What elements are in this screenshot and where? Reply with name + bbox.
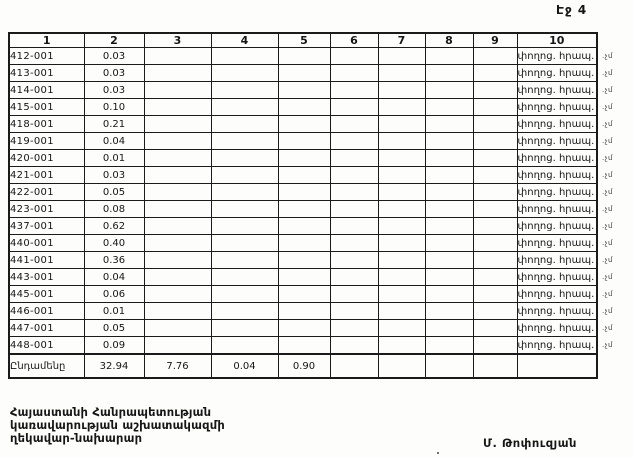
empty-cell bbox=[425, 337, 473, 355]
margin-mark: .չմ bbox=[602, 307, 613, 315]
row-value: 0.05 bbox=[84, 184, 144, 201]
empty-cell bbox=[425, 354, 473, 378]
empty-cell bbox=[211, 99, 278, 116]
empty-cell bbox=[278, 150, 330, 167]
margin-mark: .չմ bbox=[602, 103, 613, 111]
empty-cell bbox=[425, 184, 473, 201]
row-value: 0.06 bbox=[84, 286, 144, 303]
row-note: փողոց. հրապ. bbox=[517, 218, 597, 235]
total-value: 0.04 bbox=[211, 354, 278, 378]
row-note: փողոց. հրապ. bbox=[517, 184, 597, 201]
row-value: 0.03 bbox=[84, 65, 144, 82]
empty-cell bbox=[473, 286, 517, 303]
empty-cell bbox=[330, 167, 378, 184]
empty-cell bbox=[378, 150, 425, 167]
empty-cell bbox=[425, 48, 473, 65]
empty-cell bbox=[473, 320, 517, 337]
empty-cell bbox=[211, 150, 278, 167]
row-note: փողոց. հրապ. bbox=[517, 65, 597, 82]
empty-cell bbox=[144, 218, 211, 235]
empty-cell bbox=[144, 167, 211, 184]
empty-cell bbox=[330, 150, 378, 167]
empty-cell bbox=[278, 65, 330, 82]
table-row bbox=[9, 82, 597, 99]
row-note: փողոց. հրապ. bbox=[517, 337, 597, 355]
empty-cell bbox=[378, 286, 425, 303]
empty-cell bbox=[278, 48, 330, 65]
empty-cell bbox=[473, 133, 517, 150]
margin-mark: .չմ bbox=[602, 171, 613, 179]
row-id: 420-001 bbox=[9, 150, 84, 167]
empty-cell bbox=[278, 337, 330, 355]
empty-cell bbox=[425, 252, 473, 269]
row-note: փողոց. հրապ. bbox=[517, 48, 597, 65]
empty-cell bbox=[211, 252, 278, 269]
empty-cell bbox=[330, 269, 378, 286]
margin-mark: .չմ bbox=[602, 154, 613, 162]
empty-cell bbox=[278, 184, 330, 201]
table-row bbox=[9, 201, 597, 218]
footer-org-block bbox=[10, 406, 225, 445]
empty-cell bbox=[211, 218, 278, 235]
empty-cell bbox=[378, 320, 425, 337]
row-value: 0.40 bbox=[84, 235, 144, 252]
empty-cell bbox=[330, 116, 378, 133]
table-row bbox=[9, 320, 597, 337]
empty-cell bbox=[425, 116, 473, 133]
row-note: փողոց. հրապ. bbox=[517, 286, 597, 303]
table-row bbox=[9, 99, 597, 116]
empty-cell bbox=[144, 320, 211, 337]
margin-mark: .չմ bbox=[602, 290, 613, 298]
empty-cell bbox=[473, 65, 517, 82]
margin-annotations bbox=[602, 48, 630, 354]
empty-cell bbox=[330, 201, 378, 218]
empty-cell bbox=[425, 82, 473, 99]
empty-cell bbox=[330, 48, 378, 65]
empty-cell bbox=[144, 337, 211, 355]
empty-cell bbox=[378, 354, 425, 378]
empty-cell bbox=[378, 337, 425, 355]
row-note: փողոց. հրապ. bbox=[517, 82, 597, 99]
empty-cell bbox=[278, 218, 330, 235]
row-id: 443-001 bbox=[9, 269, 84, 286]
empty-cell bbox=[425, 320, 473, 337]
empty-cell bbox=[378, 218, 425, 235]
empty-cell bbox=[211, 201, 278, 218]
column-header: 2 bbox=[84, 33, 144, 48]
empty-cell bbox=[144, 48, 211, 65]
empty-cell bbox=[330, 252, 378, 269]
empty-cell bbox=[330, 320, 378, 337]
empty-cell bbox=[425, 167, 473, 184]
empty-cell bbox=[330, 235, 378, 252]
row-id: 418-001 bbox=[9, 116, 84, 133]
empty-cell bbox=[278, 133, 330, 150]
row-value: 0.09 bbox=[84, 337, 144, 355]
table-row bbox=[9, 133, 597, 150]
empty-cell bbox=[425, 235, 473, 252]
row-id: 414-001 bbox=[9, 82, 84, 99]
row-id: 440-001 bbox=[9, 235, 84, 252]
column-header: 10 bbox=[517, 33, 597, 48]
empty-cell bbox=[330, 65, 378, 82]
empty-cell bbox=[144, 184, 211, 201]
empty-cell bbox=[144, 116, 211, 133]
footer-line-2: կառավարության աշխատակազմի bbox=[10, 418, 225, 432]
row-id: 445-001 bbox=[9, 286, 84, 303]
table-row bbox=[9, 167, 597, 184]
empty-cell bbox=[211, 184, 278, 201]
margin-mark: .չմ bbox=[602, 273, 613, 281]
empty-cell bbox=[378, 116, 425, 133]
row-id: 413-001 bbox=[9, 65, 84, 82]
empty-cell bbox=[473, 150, 517, 167]
empty-cell bbox=[473, 218, 517, 235]
empty-cell bbox=[378, 133, 425, 150]
empty-cell bbox=[378, 269, 425, 286]
empty-cell bbox=[473, 48, 517, 65]
empty-cell bbox=[378, 167, 425, 184]
empty-cell bbox=[278, 116, 330, 133]
table-row bbox=[9, 116, 597, 133]
empty-cell bbox=[425, 133, 473, 150]
empty-cell bbox=[144, 269, 211, 286]
empty-cell bbox=[278, 167, 330, 184]
empty-cell bbox=[330, 82, 378, 99]
column-header: 6 bbox=[330, 33, 378, 48]
empty-cell bbox=[378, 65, 425, 82]
empty-cell bbox=[144, 201, 211, 218]
empty-cell bbox=[211, 133, 278, 150]
scan-artifact-dot bbox=[437, 452, 439, 454]
margin-mark: .չմ bbox=[602, 137, 613, 145]
empty-cell bbox=[144, 235, 211, 252]
column-header: 4 bbox=[211, 33, 278, 48]
empty-cell bbox=[330, 218, 378, 235]
empty-cell bbox=[425, 286, 473, 303]
row-id: 415-001 bbox=[9, 99, 84, 116]
row-note: փողոց. հրապ. bbox=[517, 269, 597, 286]
total-value: 0.90 bbox=[278, 354, 330, 378]
table-row bbox=[9, 252, 597, 269]
footer-line-1: Հայաստանի Հանրապետության bbox=[10, 405, 212, 419]
empty-cell bbox=[473, 82, 517, 99]
row-note: փողոց. հրապ. bbox=[517, 201, 597, 218]
row-note: փողոց. հրապ. bbox=[517, 320, 597, 337]
empty-cell bbox=[278, 286, 330, 303]
margin-mark: .չմ bbox=[602, 239, 613, 247]
empty-cell bbox=[378, 184, 425, 201]
table-row bbox=[9, 337, 597, 355]
empty-cell bbox=[425, 269, 473, 286]
empty-cell bbox=[211, 48, 278, 65]
empty-cell bbox=[211, 269, 278, 286]
empty-cell bbox=[330, 286, 378, 303]
row-id: 437-001 bbox=[9, 218, 84, 235]
signatory-name: Մ. Թոփուզյան bbox=[483, 436, 577, 450]
table-row bbox=[9, 303, 597, 320]
footer-line-3: ղեկավար-նախարար bbox=[10, 431, 143, 445]
table-row bbox=[9, 269, 597, 286]
margin-mark: .չմ bbox=[602, 52, 613, 60]
row-id: 421-001 bbox=[9, 167, 84, 184]
row-value: 0.10 bbox=[84, 99, 144, 116]
empty-cell bbox=[211, 286, 278, 303]
column-header: 1 bbox=[9, 33, 84, 48]
table-header-row bbox=[9, 33, 597, 48]
total-row bbox=[9, 354, 597, 378]
empty-cell bbox=[378, 82, 425, 99]
empty-cell bbox=[144, 303, 211, 320]
empty-cell bbox=[211, 320, 278, 337]
empty-cell bbox=[330, 133, 378, 150]
row-value: 0.03 bbox=[84, 48, 144, 65]
column-header: 3 bbox=[144, 33, 211, 48]
empty-cell bbox=[378, 252, 425, 269]
row-value: 0.36 bbox=[84, 252, 144, 269]
empty-cell bbox=[330, 303, 378, 320]
empty-cell bbox=[473, 337, 517, 355]
column-header: 8 bbox=[425, 33, 473, 48]
page-number-label: Էջ 4 bbox=[556, 3, 588, 17]
empty-cell bbox=[278, 252, 330, 269]
row-note: փողոց. հրապ. bbox=[517, 167, 597, 184]
row-id: 419-001 bbox=[9, 133, 84, 150]
empty-cell bbox=[473, 269, 517, 286]
row-value: 0.04 bbox=[84, 133, 144, 150]
empty-cell bbox=[425, 150, 473, 167]
empty-cell bbox=[473, 184, 517, 201]
empty-cell bbox=[144, 65, 211, 82]
table-row bbox=[9, 150, 597, 167]
empty-cell bbox=[211, 303, 278, 320]
row-value: 0.03 bbox=[84, 167, 144, 184]
empty-cell bbox=[278, 269, 330, 286]
empty-cell bbox=[425, 99, 473, 116]
row-id: 423-001 bbox=[9, 201, 84, 218]
row-note: փողոց. հրապ. bbox=[517, 116, 597, 133]
table-row bbox=[9, 48, 597, 65]
row-note: փողոց. հրապ. bbox=[517, 99, 597, 116]
empty-cell bbox=[144, 286, 211, 303]
row-value: 0.05 bbox=[84, 320, 144, 337]
empty-cell bbox=[425, 65, 473, 82]
margin-mark: .չմ bbox=[602, 69, 613, 77]
empty-cell bbox=[473, 303, 517, 320]
table-row bbox=[9, 65, 597, 82]
column-header: 9 bbox=[473, 33, 517, 48]
empty-cell bbox=[378, 303, 425, 320]
row-id: 447-001 bbox=[9, 320, 84, 337]
row-note: փողոց. հրապ. bbox=[517, 252, 597, 269]
total-value: 7.76 bbox=[144, 354, 211, 378]
empty-cell bbox=[378, 48, 425, 65]
empty-cell bbox=[473, 252, 517, 269]
empty-cell bbox=[425, 218, 473, 235]
row-note: փողոց. հրապ. bbox=[517, 133, 597, 150]
empty-cell bbox=[378, 99, 425, 116]
table-row bbox=[9, 184, 597, 201]
empty-cell bbox=[144, 133, 211, 150]
empty-cell bbox=[378, 201, 425, 218]
row-id: 422-001 bbox=[9, 184, 84, 201]
row-id: 441-001 bbox=[9, 252, 84, 269]
empty-cell bbox=[330, 354, 378, 378]
empty-cell bbox=[473, 235, 517, 252]
empty-cell bbox=[211, 116, 278, 133]
row-id: 412-001 bbox=[9, 48, 84, 65]
empty-cell bbox=[211, 82, 278, 99]
empty-cell bbox=[211, 337, 278, 355]
empty-cell bbox=[425, 303, 473, 320]
margin-mark: .չմ bbox=[602, 324, 613, 332]
row-value: 0.21 bbox=[84, 116, 144, 133]
empty-cell bbox=[330, 99, 378, 116]
total-value: 32.94 bbox=[84, 354, 144, 378]
column-header: 5 bbox=[278, 33, 330, 48]
row-note: փողոց. հրապ. bbox=[517, 150, 597, 167]
empty-cell bbox=[144, 252, 211, 269]
total-label: Ընդամենը bbox=[9, 354, 84, 378]
row-note: փողոց. հրապ. bbox=[517, 235, 597, 252]
empty-cell bbox=[330, 337, 378, 355]
row-value: 0.62 bbox=[84, 218, 144, 235]
table-row bbox=[9, 286, 597, 303]
margin-mark: .չմ bbox=[602, 256, 613, 264]
empty-cell bbox=[211, 65, 278, 82]
empty-cell bbox=[278, 201, 330, 218]
empty-cell bbox=[278, 235, 330, 252]
margin-mark: .չմ bbox=[602, 341, 613, 349]
row-value: 0.04 bbox=[84, 269, 144, 286]
margin-mark: .չմ bbox=[602, 188, 613, 196]
margin-mark: .չմ bbox=[602, 86, 613, 94]
margin-mark: .չմ bbox=[602, 222, 613, 230]
empty-cell bbox=[278, 82, 330, 99]
empty-cell bbox=[473, 201, 517, 218]
column-header: 7 bbox=[378, 33, 425, 48]
table-row bbox=[9, 235, 597, 252]
empty-cell bbox=[211, 235, 278, 252]
row-value: 0.01 bbox=[84, 303, 144, 320]
empty-cell bbox=[517, 354, 597, 378]
row-value: 0.01 bbox=[84, 150, 144, 167]
empty-cell bbox=[330, 184, 378, 201]
empty-cell bbox=[144, 150, 211, 167]
empty-cell bbox=[144, 99, 211, 116]
row-id: 446-001 bbox=[9, 303, 84, 320]
margin-mark: .չմ bbox=[602, 205, 613, 213]
empty-cell bbox=[425, 201, 473, 218]
empty-cell bbox=[211, 167, 278, 184]
empty-cell bbox=[278, 303, 330, 320]
empty-cell bbox=[473, 354, 517, 378]
empty-cell bbox=[278, 320, 330, 337]
empty-cell bbox=[473, 116, 517, 133]
empty-cell bbox=[278, 99, 330, 116]
table-row bbox=[9, 218, 597, 235]
margin-mark: .չմ bbox=[602, 120, 613, 128]
row-value: 0.03 bbox=[84, 82, 144, 99]
row-id: 448-001 bbox=[9, 337, 84, 355]
empty-cell bbox=[473, 167, 517, 184]
row-value: 0.08 bbox=[84, 201, 144, 218]
row-note: փողոց. հրապ. bbox=[517, 303, 597, 320]
data-table bbox=[8, 32, 598, 379]
empty-cell bbox=[144, 82, 211, 99]
empty-cell bbox=[378, 235, 425, 252]
empty-cell bbox=[473, 99, 517, 116]
